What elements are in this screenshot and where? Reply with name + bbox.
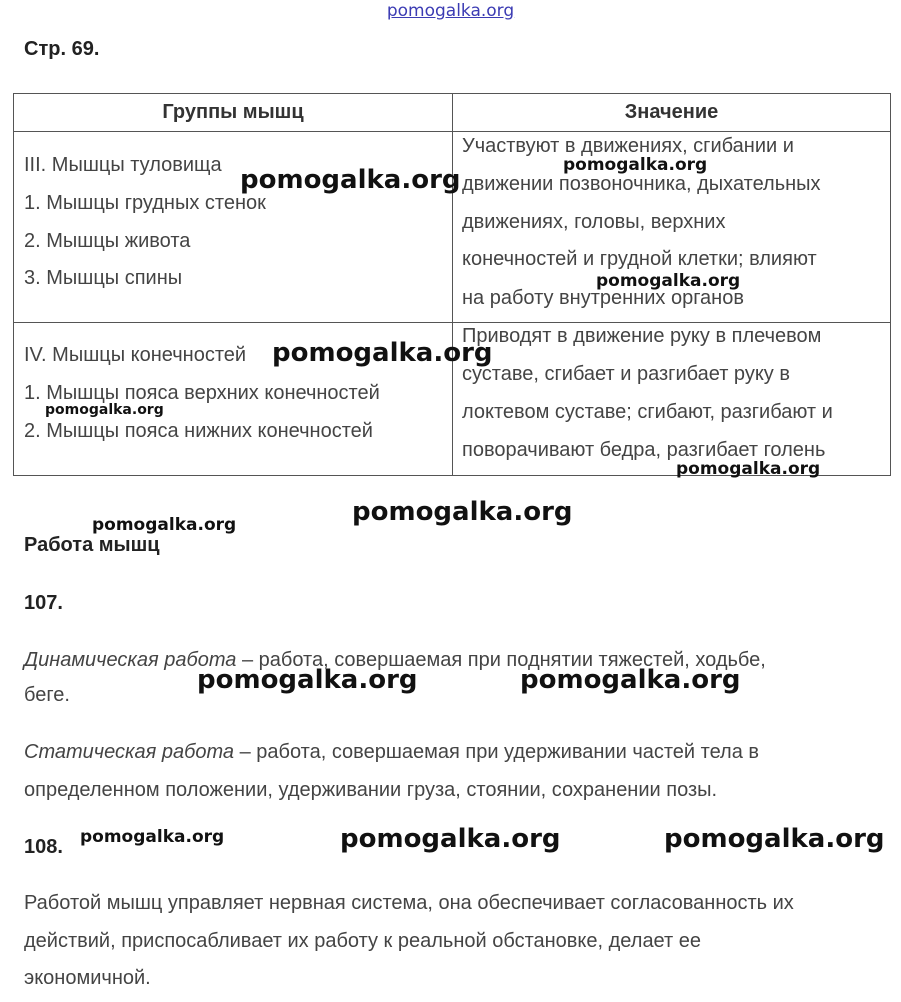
- section-title: Работа мышц: [24, 534, 160, 556]
- watermark: pomogalka.org: [197, 665, 418, 695]
- group-line: IV. Мышцы конечностей: [24, 344, 247, 366]
- group-line: III. Мышцы туловища: [24, 154, 222, 176]
- group-line: 3. Мышцы спины: [24, 267, 183, 289]
- table-row: [14, 132, 891, 323]
- watermark: pomogalka.org: [45, 402, 164, 418]
- table-header-row: [14, 94, 891, 132]
- group-line: 1. Мышцы пояса верхних конечностей: [24, 382, 380, 404]
- watermark: pomogalka.org: [340, 824, 561, 854]
- meaning-line: Приводят в движение руку в плечевом: [462, 325, 822, 347]
- dynamic-work-text: – работа, совершаемая при поднятии тяжестей, ходьбе,: [236, 649, 766, 671]
- answer-108-line: экономичной.: [24, 967, 151, 989]
- watermark: pomogalka.org: [92, 515, 237, 535]
- header-meaning: Значение: [453, 94, 891, 132]
- watermark: pomogalka.org: [352, 497, 573, 527]
- question-108-number: 108.: [24, 836, 63, 858]
- watermark: pomogalka.org: [676, 459, 821, 479]
- meaning-line: Участвуют в движениях, сгибании и: [462, 135, 794, 157]
- group-line: 1. Мышцы грудных стенок: [24, 192, 266, 214]
- static-work-term: Статическая работа: [24, 741, 235, 763]
- meaning-line: суставе, сгибает и разгибает руку в: [462, 363, 790, 385]
- watermark: pomogalka.org: [80, 827, 225, 847]
- group-line: 2. Мышцы пояса нижних конечностей: [24, 420, 373, 442]
- watermark: pomogalka.org: [664, 824, 885, 854]
- watermark: pomogalka.org: [272, 338, 493, 368]
- meaning-line: движении позвоночника, дыхательных: [462, 173, 821, 195]
- top-watermark-link[interactable]: pomogalka.org: [386, 1, 515, 21]
- question-107-number: 107.: [24, 592, 63, 614]
- answer-108-line: действий, приспосабливает их работу к реальной обстановке, делает ее: [24, 930, 701, 952]
- static-work-definition: [24, 733, 759, 771]
- dynamic-work-term: Динамическая работа: [24, 649, 237, 671]
- meaning-line: локтевом суставе; сгибают, разгибают и: [462, 401, 833, 423]
- group-cell: [14, 132, 453, 323]
- group-line: 2. Мышцы живота: [24, 230, 191, 252]
- meaning-line: конечностей и грудной клетки; влияют: [462, 248, 817, 270]
- watermark: pomogalka.org: [240, 165, 461, 195]
- meaning-line: на работу внутренних органов: [462, 287, 744, 309]
- muscle-groups-table: [13, 93, 891, 476]
- static-work-continuation: определенном положении, удерживании груза, стоянии, сохранении позы.: [24, 779, 718, 801]
- watermark: pomogalka.org: [596, 271, 741, 291]
- watermark: pomogalka.org: [520, 665, 741, 695]
- header-groups: Группы мышц: [14, 94, 453, 132]
- dynamic-work-continuation: беге.: [24, 684, 70, 706]
- page-label: Стр. 69.: [24, 38, 100, 60]
- meaning-line: движениях, головы, верхних: [462, 211, 726, 233]
- meaning-line: поворачивают бедра, разгибает голень: [462, 439, 826, 461]
- static-work-text: – работа, совершаемая при удерживании частей тела в: [234, 741, 760, 763]
- answer-108-line: Работой мышц управляет нервная система, она обеспечивает согласованность их: [24, 892, 794, 914]
- meaning-cell: [453, 323, 891, 476]
- watermark: pomogalka.org: [563, 155, 708, 175]
